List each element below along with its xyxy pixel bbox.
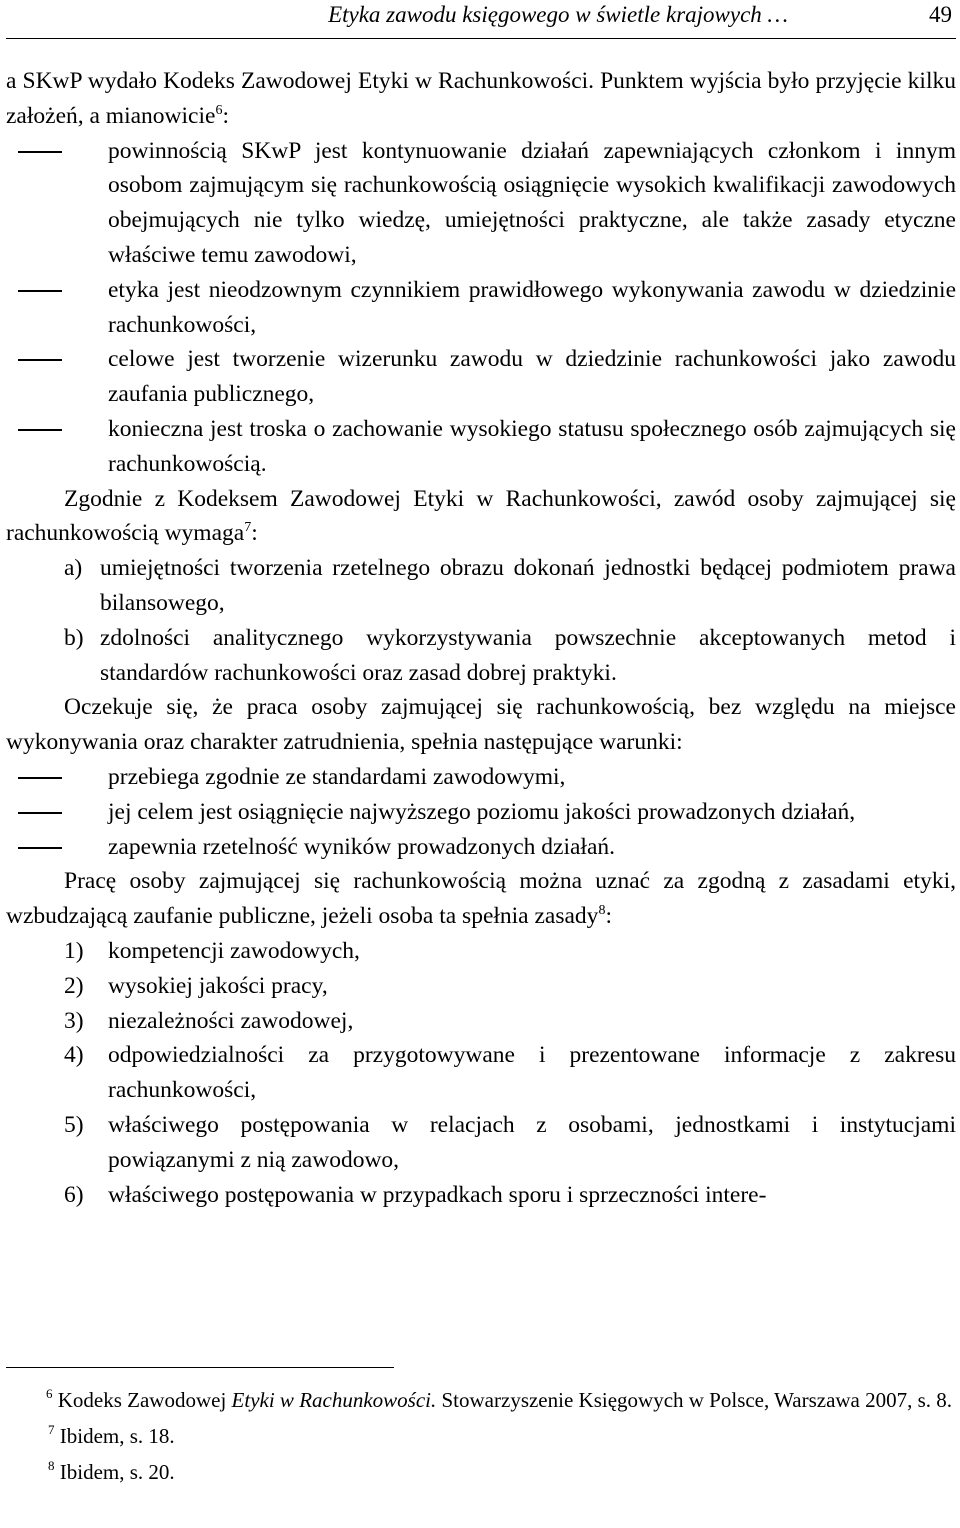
list-item [6,795,956,830]
footnote-separator [6,1367,394,1368]
footnote-text: Ibidem, s. 18. [59,1424,175,1448]
dash-bullet [18,812,62,814]
footnote-ref-8[interactable]: 8 [598,903,606,919]
intro-paragraph [6,64,956,134]
list-item [6,134,956,273]
footnote-number: 7 [48,1422,55,1437]
list-item [6,1108,956,1178]
ethics-text: Pracę osoby zajmującej się rachunkowością można uznać za zgodną z zasadami etyki, wzbudzającą zaufanie publiczne, jeżeli osoba ta spełnia zasady [6,868,956,930]
dash-bullet [18,429,62,431]
footnote-number: 6 [46,1386,53,1401]
code-paragraph [6,482,956,552]
list-item [6,621,956,691]
list-item-text: niezależności zawodowej, [108,1007,354,1034]
list-item-text: powinnością SKwP jest kontynuowanie działań zapewniających członkom i innym osobom zajmującym się rachunkowością osiągnięcie wysokich kwalifikacji zawodowych obejmujących nie tylko wiedzę, umiejętności praktyczne, ale także zasady etyczne właściwe temu zawodowi, [108,137,956,268]
list-item [6,273,956,343]
code-text: Zgodnie z Kodeksem Zawodowej Etyki w Rachunkowości, zawód osoby zajmującej się rachunkowością wymaga [6,485,956,547]
list-item-label: 6) [64,1181,84,1208]
footnote-ref-6[interactable]: 6 [215,102,223,118]
footnote-ref-7[interactable]: 7 [244,520,252,536]
list-item [6,1004,956,1039]
conditions-list [6,760,956,864]
footnote-6 [6,1385,956,1415]
footnote-8 [6,1457,956,1487]
footnotes [6,1385,956,1487]
list-item [6,412,956,482]
code-colon: : [251,520,258,547]
list-item-text: umiejętności tworzenia rzetelnego obrazu dokonań jednostki będącej podmiotem prawa bilansowego, [100,555,956,616]
list-item [6,342,956,412]
dash-bullet [18,151,62,153]
list-item-label: 1) [64,937,84,964]
list-item-label: 3) [64,1007,84,1034]
intro-colon: : [222,102,229,129]
dash-bullet [18,847,62,849]
list-item [6,830,956,865]
list-item-text: konieczna jest troska o zachowanie wysokiego statusu społecznego osób zajmujących się rachunkowością. [108,415,956,477]
list-item-text: właściwego postępowania w relacjach z osobami, jednostkami i instytucjami powiązanymi z nią zawodowo, [108,1111,956,1173]
list-item [6,760,956,795]
footnote-text: Ibidem, s. 20. [59,1460,175,1484]
list-item [6,1178,956,1213]
list-item-text: jej celem jest osiągnięcie najwyższego poziomu jakości prowadzonych działań, [108,798,856,825]
list-item-text: kompetencji zawodowych, [108,937,360,964]
list-item-label: b) [64,624,84,651]
list-item-text: przebiega zgodnie ze standardami zawodowymi, [108,763,566,790]
list-item-text: celowe jest tworzenie wizerunku zawodu w dziedzinie rachunkowości jako zawodu zaufania publicznego, [108,346,956,408]
dash-bullet [18,359,62,361]
list-item-text: wysokiej jakości pracy, [108,972,328,999]
list-item-text: właściwego postępowania w przypadkach sporu i sprzeczności intere- [108,1181,767,1208]
list-item [6,969,956,1004]
list-item-text: etyka jest nieodzownym czynnikiem prawidłowego wykonywania zawodu w dziedzinie rachunkowości, [108,276,956,338]
assumptions-list [6,134,956,482]
footnote-7 [6,1421,956,1451]
list-item-text: zdolności analitycznego wykorzystywania powszechnie akceptowanych metod i standardów rachunkowości oraz zasad dobrej praktyki. [100,624,956,686]
list-item [6,934,956,969]
list-item-label: 4) [64,1042,84,1069]
footnote-text: Stowarzyszenie Księgowych w Polsce, Warszawa 2007, s. 8. [436,1388,953,1412]
expectation-paragraph: Oczekuje się, że praca osoby zajmującej się rachunkowością, bez względu na miejsce wykonywania oraz charakter zatrudnienia, spełnia następujące warunki: [6,694,956,756]
ethics-paragraph [6,864,956,934]
footnote-text: Kodeks Zawodowej [57,1388,232,1412]
dash-bullet [18,290,62,292]
footnote-number: 8 [48,1458,55,1473]
intro-text: a SKwP wydało Kodeks Zawodowej Etyki w Rachunkowości. Punktem wyjścia było przyjęcie kilku założeń, a mianowicie [6,68,956,129]
list-item-label: 2) [64,972,84,999]
list-item-text: odpowiedzialności za przygotowywane i prezentowane informacje z zakresu rachunkowości, [108,1042,956,1104]
list-item [6,551,956,621]
page-number: 49 [929,2,952,27]
ethics-colon: : [605,903,612,930]
list-item [6,1038,956,1108]
principles-list [6,934,956,1212]
list-item-label: a) [64,555,83,582]
dash-bullet [18,777,62,779]
requirements-list [6,551,956,690]
header-title: Etyka zawodu księgowego w świetle krajowych … [328,2,788,27]
running-header [6,0,956,39]
list-item-text: zapewnia rzetelność wyników prowadzonych działań. [108,833,616,860]
footnote-italic-title: Etyki w Rachunkowości. [231,1388,437,1412]
list-item-label: 5) [64,1111,84,1138]
main-text [6,64,956,1212]
